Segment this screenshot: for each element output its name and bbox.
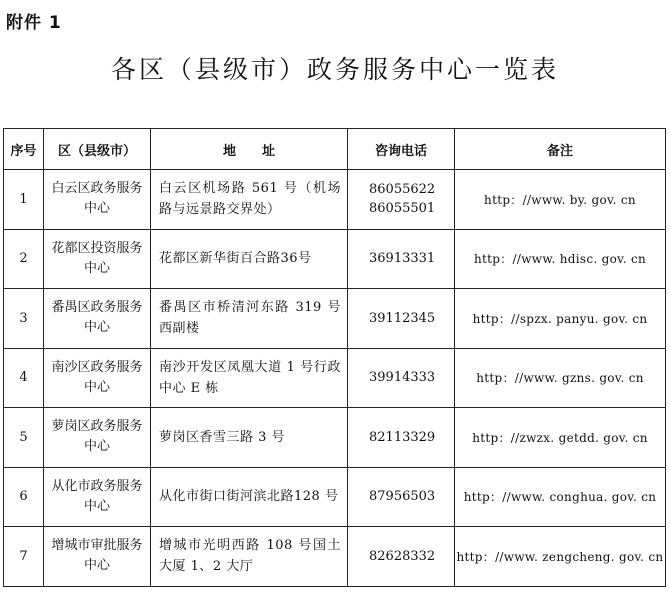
phone-number: 36913331 — [369, 251, 436, 267]
table-header-row — [4, 129, 666, 170]
district-name: 南沙区政务服务中心 — [44, 348, 151, 408]
district-name: 萝岗区政务服务中心 — [44, 408, 151, 468]
district-name: 番禺区政务服务中心 — [44, 289, 151, 349]
website-note: http：//www. conghua. gov. cn — [455, 467, 666, 527]
table-row — [4, 348, 666, 408]
phone-cell — [348, 348, 455, 408]
website-note: http：//spzx. panyu. gov. cn — [455, 289, 666, 349]
header-note: 备注 — [455, 129, 666, 170]
address: 白云区机场路 561 号（机场路与远景路交界处） — [151, 170, 348, 230]
address: 番禺区市桥清河东路 319 号西副楼 — [151, 289, 348, 349]
website-note: http：//www. by. gov. cn — [455, 170, 666, 230]
phone-cell — [348, 289, 455, 349]
district-name: 增城市审批服务中心 — [44, 527, 151, 587]
row-number: 1 — [4, 170, 44, 230]
district-name: 从化市政务服务中心 — [44, 467, 151, 527]
table-row — [4, 467, 666, 527]
table-row — [4, 289, 666, 349]
table-row — [4, 527, 666, 587]
header-district: 区（县级市） — [44, 129, 151, 170]
row-number: 5 — [4, 408, 44, 468]
address: 南沙开发区凤凰大道 1 号行政中心 E 栋 — [151, 348, 348, 408]
header-address: 地 址 — [151, 129, 348, 170]
website-note: http：//www. gzns. gov. cn — [455, 348, 666, 408]
row-number: 6 — [4, 467, 44, 527]
phone-number: 39112345 — [369, 310, 436, 326]
row-number: 3 — [4, 289, 44, 349]
table-row — [4, 170, 666, 230]
table-row — [4, 408, 666, 468]
phone-number: 87956503 — [369, 489, 436, 505]
header-no: 序号 — [4, 129, 44, 170]
district-name: 花都区投资服务中心 — [44, 229, 151, 289]
phone-cell — [348, 527, 455, 587]
address: 萝岗区香雪三路 3 号 — [151, 408, 348, 468]
phone-number: 86055501 — [369, 201, 436, 217]
page-title: 各区（县级市）政务服务中心一览表 — [110, 55, 559, 84]
phone-number: 39914333 — [369, 370, 436, 386]
header-phone: 咨询电话 — [348, 129, 455, 170]
district-name: 白云区政务服务中心 — [44, 170, 151, 230]
website-note: http：//www. zengcheng. gov. cn — [455, 527, 666, 587]
website-note: http：//www. hdisc. gov. cn — [455, 229, 666, 289]
table-body — [4, 170, 666, 587]
address: 增城市光明西路 108 号国土大厦 1、2 大厅 — [151, 527, 348, 587]
phone-cell — [348, 229, 455, 289]
table-row — [4, 229, 666, 289]
phone-cell — [348, 467, 455, 527]
attachment-label: 附件 1 — [6, 13, 62, 33]
phone-number: 86055622 — [369, 182, 436, 198]
address: 从化市街口街河滨北路128 号 — [151, 467, 348, 527]
phone-number: 82113329 — [369, 429, 436, 445]
row-number: 4 — [4, 348, 44, 408]
row-number: 2 — [4, 229, 44, 289]
service-center-table — [3, 128, 666, 587]
phone-cell — [348, 408, 455, 468]
address: 花都区新华街百合路36号 — [151, 229, 348, 289]
row-number: 7 — [4, 527, 44, 587]
phone-number: 82628332 — [369, 548, 436, 564]
phone-cell — [348, 170, 455, 230]
website-note: http：//zwzx. getdd. gov. cn — [455, 408, 666, 468]
